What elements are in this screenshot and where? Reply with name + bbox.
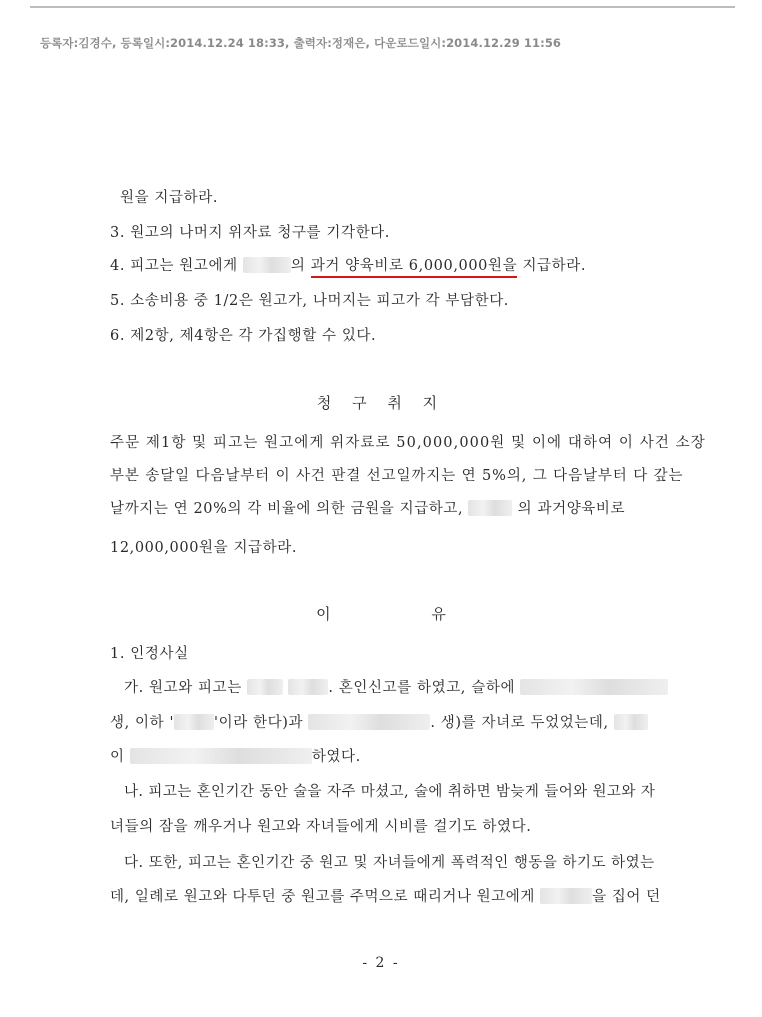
redacted-block [247,679,283,695]
reason-ga-line-3 [110,745,361,766]
page-top-edge [30,6,735,8]
claim-line-4: 12,000,000원을 지급하라. [110,540,298,556]
reason-na-line-2: 녀들의 잠을 깨우거나 원고와 자녀들에게 시비를 걸기도 하였다. [110,819,532,835]
claim-line-2: 부본 송달일 다음날부터 이 사건 판결 선고일까지는 연 5%의, 그 다음날부터 다 갚는 [110,468,684,484]
redacted-block [308,714,430,730]
redacted-block [614,714,648,730]
reason-ga-line-1 [124,676,668,697]
order-item-4-suffix: 지급하라. [522,258,587,274]
reason-ga-mid: . 혼인신고를 하였고, 슬하에 [328,680,516,696]
claim-heading: 청 구 취 지 [316,394,446,412]
order-item-4 [110,254,586,275]
reason-da-line-1: 다. 또한, 피고는 혼인기간 중 원고 및 자녀들에게 폭력적인 행동을 하기도 하였는 [124,855,655,871]
redacted-block [243,257,291,273]
reason-heading: 이 유 [316,605,494,623]
order-item-3: 3. 원고의 나머지 위자료 청구를 기각한다. [110,225,390,241]
reason-ga-l2-prefix: 생, 이하 ' [110,715,175,731]
claim-line-3 [110,497,625,518]
claim-line-1: 주문 제1항 및 피고는 원고에게 위자료로 50,000,000원 및 이에 대하여 이 사건 소장 [110,435,706,451]
claim-line-3-suffix: 의 과거양육비로 [517,501,626,517]
reason-da-line-2 [110,885,661,906]
redacted-block [540,888,592,904]
reason-ga-l3-prefix: 이 [110,749,125,765]
reason-ga-line-2 [110,711,648,732]
order-item-6: 6. 제2항, 제4항은 각 가집행할 수 있다. [110,328,377,344]
redacted-block [520,679,668,695]
order-item-5: 5. 소송비용 중 1/2은 원고가, 나머지는 피고가 각 부담한다. [110,293,510,309]
reason-na-line-1: 나. 피고는 혼인기간 동안 술을 자주 마셨고, 술에 취하면 밤늦게 들어와 원고와 자 [124,784,656,800]
reason-ga-l3-suffix: 하였다. [311,749,361,765]
redacted-block [288,679,328,695]
underlined-childcare-amount: 과거 양육비로 6,000,000원을 [310,258,518,274]
order-continuation: 원을 지급하라. [120,190,219,206]
redacted-block [174,714,214,730]
order-item-4-mid: 의 [290,258,306,274]
section-facts: 1. 인정사실 [110,646,189,662]
reason-da-l2-prefix: 데, 일례로 원고와 다투던 중 원고를 주먹으로 때리거나 원고에게 [110,889,535,905]
reason-ga-prefix: 가. 원고와 피고는 [124,680,242,696]
redacted-block [130,748,312,764]
page-number: - 2 - [362,955,400,971]
order-item-4-prefix: 4. 피고는 원고에게 [110,258,238,274]
reason-ga-l2-mid: '이라 한다)과 [214,715,304,731]
reason-ga-l2-suffix: . 생)를 자녀로 두었었는데, [430,715,609,731]
reason-da-l2-suffix: 을 집어 던 [592,889,661,905]
download-header: 등록자:김경수, 등록일시:2014.12.24 18:33, 출력자:정재은, 다운로드일시:2014.12.29 11:56 [40,36,562,50]
redacted-block [468,500,512,516]
claim-line-3-prefix: 날까지는 연 20%의 각 비율에 의한 금원을 지급하고, [110,501,464,517]
